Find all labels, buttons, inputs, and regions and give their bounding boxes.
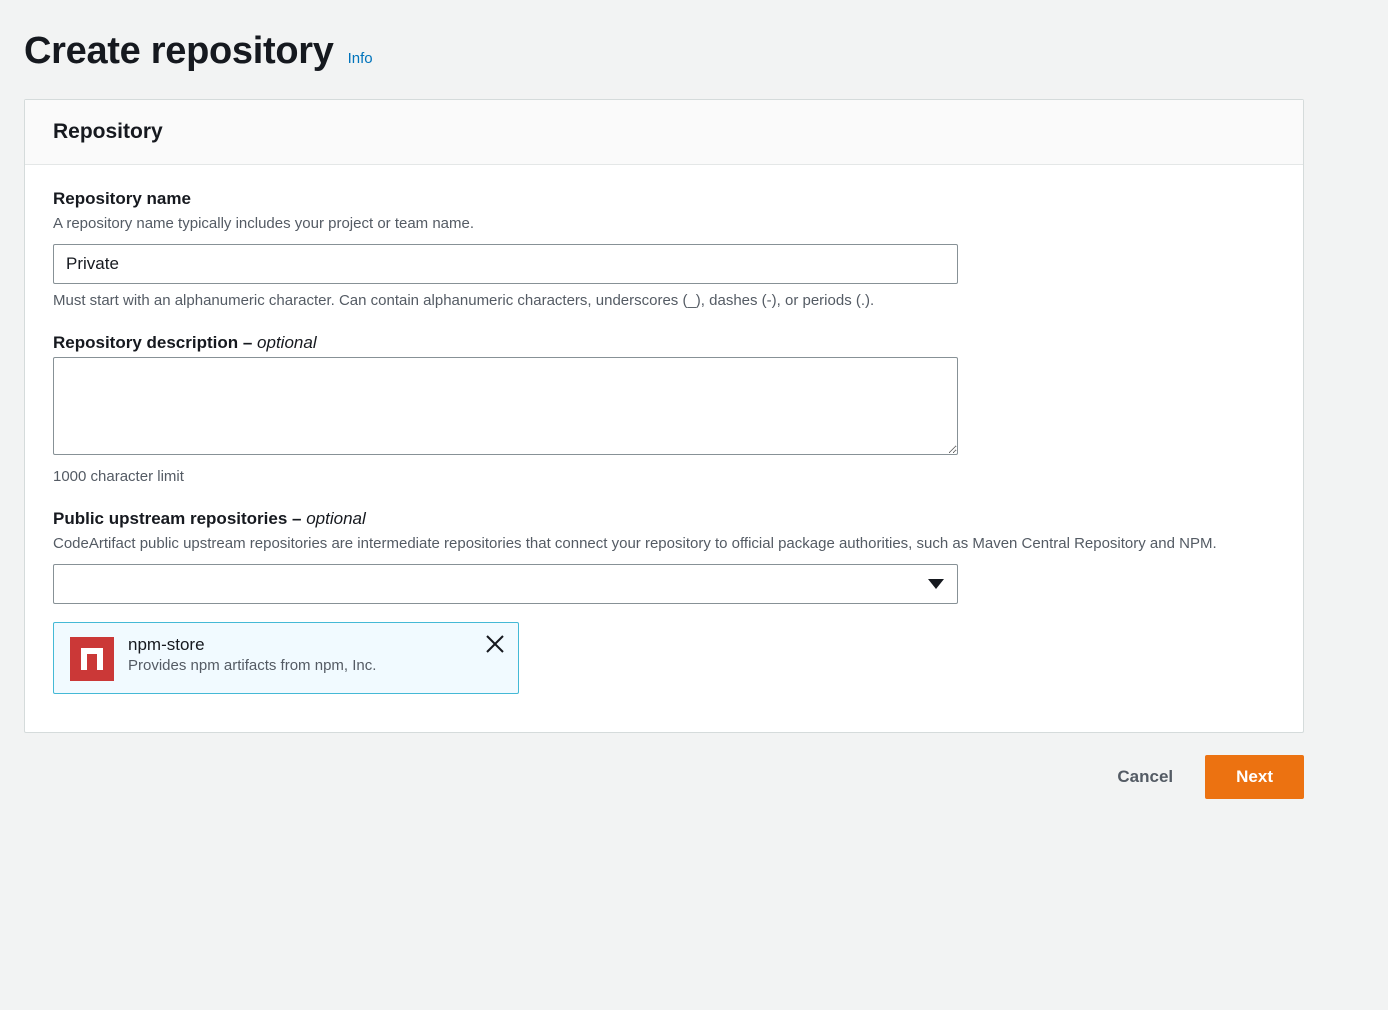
cancel-button[interactable]: Cancel [1107,759,1183,795]
token-text [128,635,504,674]
container-body [25,165,1303,732]
selected-upstream-token [53,622,519,694]
public-upstream-label-text: Public upstream repositories – [53,508,307,528]
npm-logo-icon [70,637,114,681]
repository-description-optional: optional [257,332,317,352]
repository-description-label [53,333,1275,353]
repository-description-constraint: 1000 character limit [53,467,184,485]
public-upstream-select-wrapper [53,564,958,604]
public-upstream-description: CodeArtifact public upstream repositories are intermediate repositories that connect your repository to official package authorities, such as Maven Central Repository and NPM. [53,534,1217,552]
container-header [25,100,1303,165]
repository-name-input[interactable] [53,244,958,284]
repository-name-constraint: Must start with an alphanumeric character. Can contain alphanumeric characters, underscores (_), dashes (-), or periods (.). [53,291,875,309]
repository-name-field [53,189,1275,309]
public-upstream-field [53,509,1275,694]
info-link[interactable]: Info [347,50,373,67]
token-subtitle: Provides npm artifacts from npm, Inc. [128,656,377,674]
public-upstream-label [53,509,1275,529]
container-header-title: Repository [53,119,163,143]
page-header [0,0,1388,74]
repository-name-label: Repository name [53,188,191,208]
repository-container [24,99,1304,733]
public-upstream-optional: optional [306,508,366,528]
public-upstream-select[interactable] [53,564,958,604]
repository-description-label-text: Repository description – [53,332,258,352]
repository-description-textarea[interactable] [53,357,958,455]
page-title: Create repository [24,30,334,72]
repository-description-field [53,333,1275,485]
close-icon[interactable] [484,633,506,655]
repository-name-description: A repository name typically includes your project or team name. [53,214,475,232]
next-button[interactable]: Next [1205,755,1304,799]
footer-actions [24,755,1304,799]
token-title: npm-store [128,634,205,654]
